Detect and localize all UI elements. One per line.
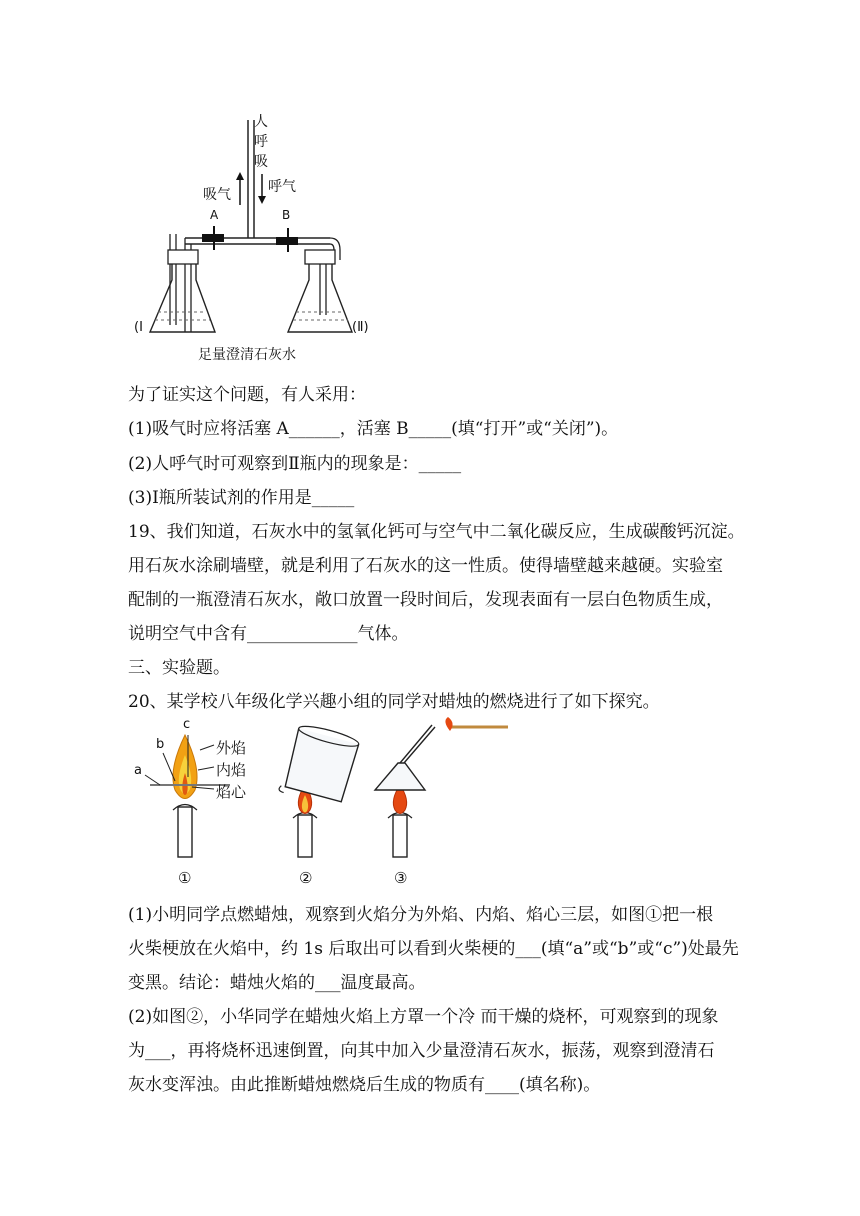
figure-candles: [130, 715, 530, 895]
question-20-part2-line-1: (2)如图②，小华同学在蜡烛火焰上方罩一个冷 而干燥的烧杯，可观察到的现象: [128, 1007, 719, 1027]
figure-breathing-apparatus: [134, 110, 400, 370]
question-20-part1-line-1: (1)小明同学点燃蜡烛，观察到火焰分为外焰、内焰、焰心三层，如图①把一根: [128, 905, 714, 925]
label-inner-flame: 内焰: [216, 761, 247, 779]
question-20-intro: 20、某学校八年级化学兴趣小组的同学对蜡烛的燃烧进行了如下探究。: [128, 692, 660, 712]
question-20-part2-line-2: 为___，再将烧杯迅速倒置，向其中加入少量澄清石灰水，振荡，观察到澄清石: [128, 1041, 715, 1061]
label-bottle-2: (Ⅱ): [352, 320, 369, 335]
question-19-line-1: 19、我们知道，石灰水中的氢氧化钙可与空气中二氧化碳反应，生成碳酸钙沉淀。: [128, 522, 745, 542]
label-bottle-1: (Ⅰ: [134, 320, 143, 335]
figure-number-1: ①: [178, 869, 192, 887]
question-19-line-4: 说明空气中含有_____________气体。: [128, 624, 409, 644]
question-19-line-2: 用石灰水涂刷墙壁，就是利用了石灰水的这一性质。使得墙壁越来越硬。实验室: [128, 556, 723, 576]
question-20-part2-line-3: 灰水变浑浊。由此推断蜡烛燃烧后生成的物质有____(填名称)。: [128, 1075, 601, 1095]
text-line-1: 为了证实这个问题，有人采用：: [128, 385, 366, 405]
label-b: b: [156, 737, 165, 752]
label-c: c: [183, 717, 191, 732]
label-inhale: 吸气: [203, 187, 231, 203]
figure-number-3: ③: [394, 869, 408, 887]
text-line-3: (2)人呼气时可观察到Ⅱ瓶内的现象是：_____: [128, 454, 462, 474]
text-line-4: (3)Ⅰ瓶所装试剂的作用是_____: [128, 488, 355, 508]
question-19-line-3: 配制的一瓶澄清石灰水，敞口放置一段时间后，发现表面有一层白色物质生成，: [128, 590, 723, 610]
question-20-part1-line-2: 火柴梗放在火焰中，约 1s 后取出可以看到火柴梗的___(填“a”或“b”或“c”)处最先: [128, 939, 739, 959]
label-exhale: 呼气: [268, 179, 296, 195]
question-20-part1-line-3: 变黑。结论：蜡烛火焰的___温度最高。: [128, 973, 426, 993]
figure-caption: 足量澄清石灰水: [198, 347, 296, 363]
label-breath: 人 呼 吸: [254, 114, 268, 170]
label-flame-core: 焰心: [216, 783, 247, 801]
label-stopcock-a: A: [210, 208, 219, 222]
text-line-2: (1)吸气时应将活塞 A______，活塞 B_____(填“打开”或“关闭”)。: [128, 419, 619, 439]
label-stopcock-b: B: [282, 208, 291, 222]
label-a: a: [134, 763, 142, 778]
label-outer-flame: 外焰: [216, 739, 247, 757]
section-heading: 三、实验题。: [128, 658, 230, 678]
figure-number-2: ②: [299, 869, 313, 887]
candle-drawing: [130, 715, 530, 895]
